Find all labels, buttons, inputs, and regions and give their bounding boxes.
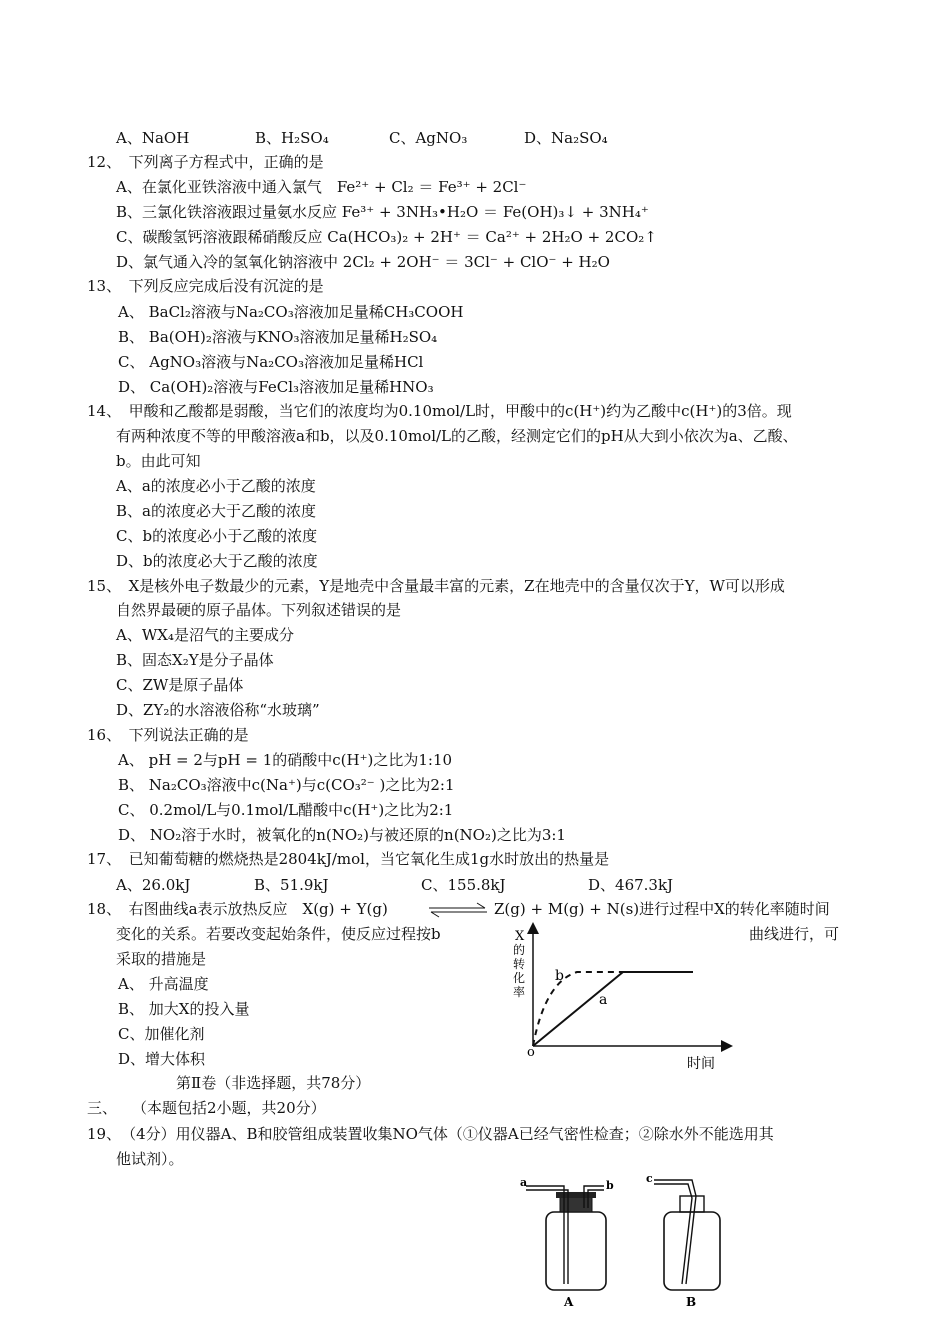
q19-line2: 他试剂）。	[116, 1150, 184, 1168]
q15-line1: 15、 X是核外电子数最少的元素，Y是地壳中含量最丰富的元素，Z在地壳中的含量仅次于Y，W可以形成	[87, 577, 785, 595]
q18-line1a: 18、 右图曲线a表示放热反应 X(g) + Y(g)	[87, 900, 388, 918]
q11-options	[116, 128, 608, 148]
graph-y-label-4: 化	[513, 971, 526, 985]
graph-origin-label: o	[527, 1045, 535, 1060]
q12-option-a: A、在氯化亚铁溶液中通入氯气 Fe²⁺ + Cl₂ ＝ Fe³⁺ + 2Cl⁻	[116, 178, 527, 196]
part2-title: 第Ⅱ卷（非选择题，共78分）	[176, 1074, 371, 1092]
graph-y-label-3: 转	[513, 957, 526, 971]
q15-option-a: A、WX₄是沼气的主要成分	[116, 626, 294, 644]
q13-option-b: B、 Ba(OH)₂溶液与KNO₃溶液加足量稀H₂SO₄	[118, 328, 438, 346]
q15-option-b: B、固态X₂Y是分子晶体	[116, 651, 274, 669]
bottle-b-label: B	[686, 1295, 697, 1309]
q18-option-c: C、加催化剂	[118, 1025, 205, 1043]
tube-c-label: c	[646, 1172, 653, 1185]
q11-option-b: B、H₂SO₄	[255, 129, 329, 147]
q17-option-b: B、51.9kJ	[254, 876, 329, 894]
tube-b-label: b	[606, 1179, 614, 1192]
curve-a-label: a	[599, 992, 608, 1008]
bottle-a	[520, 1176, 614, 1309]
q12-option-b: B、三氯化铁溶液跟过量氨水反应 Fe³⁺ + 3NH₃•H₂O ＝ Fe(OH)₃↓ + 3NH₄⁺	[116, 203, 649, 221]
equilibrium-arrow-icon	[427, 902, 489, 918]
q18-option-d: D、增大体积	[118, 1050, 206, 1068]
q18-line2b: 曲线进行，可	[749, 925, 840, 943]
bottle-b	[646, 1172, 720, 1309]
q11-option-d: D、Na₂SO₄	[524, 129, 608, 147]
q18-line1b: Z(g) + M(g) + N(s)进行过程中X的转化率随时间	[494, 900, 830, 918]
graph-y-label-2: 的	[513, 943, 526, 957]
q16-option-a: A、 pH = 2与pH = 1的硝酸中c(H⁺)之比为1:10	[118, 751, 453, 769]
q12-option-d: D、氯气通入冷的氢氧化钠溶液中 2Cl₂ + 2OH⁻ ＝ 3Cl⁻ + ClO⁻ + H₂O	[116, 253, 610, 271]
q12-option-c: C、碳酸氢钙溶液跟稀硝酸反应 Ca(HCO₃)₂ + 2H⁺ ＝ Ca²⁺ + 2H₂O + 2CO₂↑	[116, 228, 657, 246]
q17-options	[116, 875, 673, 895]
bottle-a-label: A	[564, 1295, 574, 1309]
q17-option-c: C、155.8kJ	[421, 876, 506, 894]
q17-stem: 17、 已知葡萄糖的燃烧热是2804kJ/mol，当它氧化生成1g水时放出的热量是	[87, 850, 610, 868]
q13-stem: 13、 下列反应完成后没有沉淀的是	[87, 277, 324, 295]
q14-option-c: C、b的浓度必小于乙酸的浓度	[116, 527, 318, 545]
q15-line2: 自然界最硬的原子晶体。下列叙述错误的是	[116, 601, 402, 619]
q12-stem: 12、 下列离子方程式中，正确的是	[87, 153, 324, 171]
q18-line3: 采取的措施是	[116, 950, 207, 968]
graph-y-label-5: 率	[513, 985, 526, 999]
q18-option-b: B、 加大X的投入量	[118, 1000, 250, 1018]
tube-a-label: a	[520, 1176, 528, 1189]
q14-option-a: A、a的浓度必小于乙酸的浓度	[116, 477, 316, 495]
q16-option-b: B、 Na₂CO₃溶液中c(Na⁺)与c(CO₃²⁻ )之比为2:1	[118, 776, 455, 794]
q13-option-a: A、 BaCl₂溶液与Na₂CO₃溶液加足量稀CH₃COOH	[118, 303, 464, 321]
apparatus-figure	[520, 1172, 740, 1312]
q17-option-a: A、26.0kJ	[116, 876, 191, 894]
q18-line2a: 变化的关系。若要改变起始条件，使反应过程按b	[116, 925, 441, 943]
q14-line1: 14、 甲酸和乙酸都是弱酸，当它们的浓度均为0.10mol/L时，甲酸中的c(H⁺)约为乙酸中c(H⁺)的3倍。现	[87, 402, 792, 420]
q13-option-c: C、 AgNO₃溶液与Na₂CO₃溶液加足量稀HCl	[118, 353, 424, 371]
section-three: 三、 （本题包括2小题，共20分）	[87, 1099, 326, 1117]
q11-option-a: A、NaOH	[116, 129, 190, 147]
q16-stem: 16、 下列说法正确的是	[87, 726, 249, 744]
graph-y-label-1: X	[515, 929, 525, 944]
q14-option-b: B、a的浓度必大于乙酸的浓度	[116, 502, 316, 520]
q11-option-c: C、AgNO₃	[389, 129, 468, 147]
q14-line2: 有两种浓度不等的甲酸溶液a和b，以及0.10mol/L的乙酸，经测定它们的pH从大到小依次为a、乙酸、	[116, 427, 798, 445]
q15-option-c: C、ZW是原子晶体	[116, 676, 244, 694]
q14-line3: b。由此可知	[116, 452, 201, 470]
q15-option-d: D、ZY₂的水溶液俗称“水玻璃”	[116, 701, 320, 719]
q17-option-d: D、467.3kJ	[588, 876, 674, 894]
graph-x-label: 时间	[687, 1056, 715, 1072]
conversion-graph	[505, 920, 735, 1075]
q19-line1: 19、 （4分）用仪器A、B和胶管组成装置收集NO气体（①仪器A已经气密性检查；②除水外不能选用其	[87, 1125, 774, 1143]
q18-option-a: A、 升高温度	[118, 975, 209, 993]
curve-b-label: b	[555, 968, 564, 984]
q14-option-d: D、b的浓度必大于乙酸的浓度	[116, 552, 318, 570]
q13-option-d: D、 Ca(OH)₂溶液与FeCl₃溶液加足量稀HNO₃	[118, 378, 434, 396]
q16-option-c: C、 0.2mol/L与0.1mol/L醋酸中c(H⁺)之比为2:1	[118, 801, 454, 819]
q16-option-d: D、 NO₂溶于水时，被氧化的n(NO₂)与被还原的n(NO₂)之比为3:1	[118, 826, 566, 844]
